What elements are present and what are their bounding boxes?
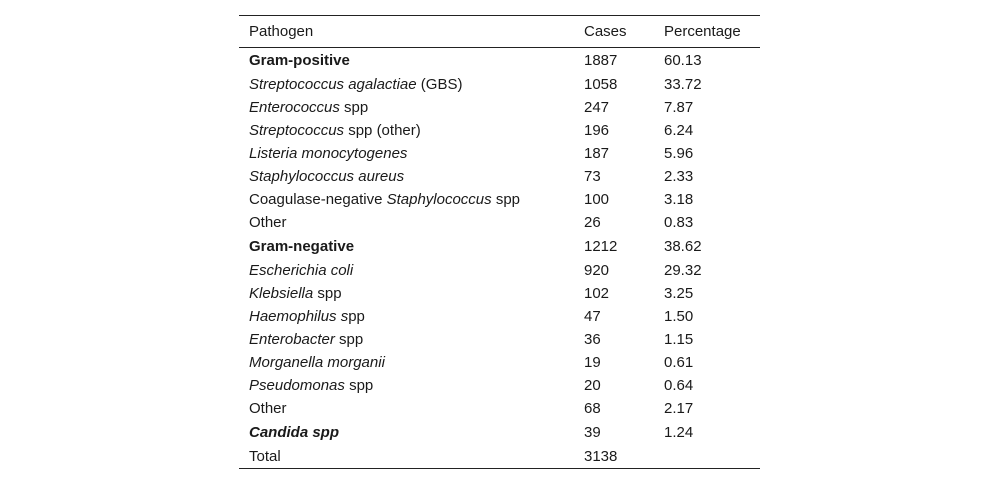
cases-cell: 20 [584,377,601,394]
cases-cell: 196 [584,122,610,139]
percentage-cell: 38.62 [664,238,702,255]
cases-cell: 47 [584,308,601,325]
pathogen-name-cell [239,351,574,374]
pathogen-name-cell [239,328,574,351]
pathogen-name-part: Candida spp [249,424,340,441]
percentage-cell: 6.24 [664,122,694,139]
percentage-cell: 1.15 [664,331,694,348]
table-row [239,211,760,234]
pathogen-name-cell [239,374,574,397]
table-row [239,328,760,351]
table-header [239,16,760,48]
table-row [239,234,760,259]
pathogen-name-part: spp [339,99,369,116]
cases-cell: 39 [584,424,601,441]
pathogen-name-part: spp [491,191,521,208]
percentage-cell: 0.83 [664,214,694,231]
pathogen-name-part: Total [249,448,281,465]
pathogen-name-cell [239,397,574,420]
pathogen-name-cell [239,96,574,119]
pathogen-name-part: spp (other) [344,122,421,139]
table-row [239,96,760,119]
cases-cell: 3138 [574,445,654,469]
percentage-cell: 33.72 [664,76,702,93]
pathogen-name-part: Staphylococcus [386,191,492,208]
header-percentage: Percentage [654,16,760,48]
cases-cell: 68 [584,400,601,417]
table-row [239,351,760,374]
table-row [239,188,760,211]
pathogen-name-cell [239,282,574,305]
table-row [239,165,760,188]
pathogen-name-part: Klebsiella [249,285,314,302]
pathogen-name-part: Gram-positive [249,52,350,69]
header-cases: Cases [574,16,654,48]
pathogen-name-cell [239,73,574,96]
table-row [239,119,760,142]
table-row [239,48,760,74]
percentage-cell: 1.24 [664,424,694,441]
pathogen-name-cell [239,165,574,188]
pathogen-name-cell [239,119,574,142]
pathogen-name-part: Other [249,400,287,417]
percentage-cell: 5.96 [664,145,694,162]
header-pathogen: Pathogen [239,16,574,48]
pathogen-name-cell [239,445,574,469]
table-body [239,48,760,469]
percentage-cell: 2.33 [664,168,694,185]
pathogen-name-cell [239,234,574,259]
table-row [239,142,760,165]
percentage-cell: 29.32 [664,262,702,279]
pathogen-name-part: Haemophilus s [249,308,349,325]
cases-cell: 26 [584,214,601,231]
cases-cell: 247 [584,99,610,116]
table-row [239,282,760,305]
pathogen-name-part: Listeria monocytogenes [249,145,408,162]
percentage-cell: 60.13 [664,52,702,69]
pathogen-name-part: Coagulase-negative [249,191,387,208]
pathogen-name-part: pp [348,308,365,325]
pathogen-name-cell [239,211,574,234]
pathogen-name-part: spp [334,331,364,348]
percentage-cell: 3.18 [664,191,694,208]
cases-cell: 102 [584,285,610,302]
pathogen-name-cell [239,420,574,445]
pathogen-name-part: Morganella morganii [249,354,385,371]
cases-cell: 920 [584,262,610,279]
header-row [239,16,760,48]
cases-cell: 73 [584,168,601,185]
pathogen-table-container [239,15,760,469]
pathogen-name-part: spp [344,377,374,394]
table-row [239,445,760,469]
table-row [239,259,760,282]
percentage-cell: 3.25 [664,285,694,302]
cases-cell: 1887 [584,52,618,69]
percentage-cell [654,445,760,469]
pathogen-name-part: Streptococcus agalactiae [249,76,417,93]
cases-cell: 1212 [584,238,618,255]
pathogen-name-cell [239,142,574,165]
pathogen-name-part: Pseudomonas [249,377,345,394]
percentage-cell: 0.64 [664,377,694,394]
cases-cell: 1058 [584,76,618,93]
pathogen-name-part: Enterococcus [249,99,340,116]
table-row [239,305,760,328]
cases-cell: 36 [584,331,601,348]
percentage-cell: 7.87 [664,99,694,116]
pathogen-name-part: (GBS) [416,76,463,93]
cases-cell: 187 [584,145,610,162]
pathogen-name-cell [239,259,574,282]
pathogen-name-part: Streptococcus [249,122,345,139]
table-row [239,374,760,397]
pathogen-name-part: spp [313,285,342,302]
pathogen-name-cell [239,48,574,74]
percentage-cell: 2.17 [664,400,694,417]
cases-cell: 19 [584,354,601,371]
pathogen-name-part: Other [249,214,287,231]
table-row [239,397,760,420]
cases-cell: 100 [584,191,610,208]
pathogen-name-cell [239,188,574,211]
pathogen-table [239,15,760,469]
percentage-cell: 0.61 [664,354,694,371]
pathogen-name-part: Enterobacter [249,331,335,348]
pathogen-name-part: Staphylococcus aureus [249,168,405,185]
pathogen-name-part: Gram-negative [249,238,355,255]
percentage-cell: 1.50 [664,308,694,325]
pathogen-name-part: Escherichia coli [249,262,354,279]
pathogen-name-cell [239,305,574,328]
table-row [239,420,760,445]
table-row [239,73,760,96]
